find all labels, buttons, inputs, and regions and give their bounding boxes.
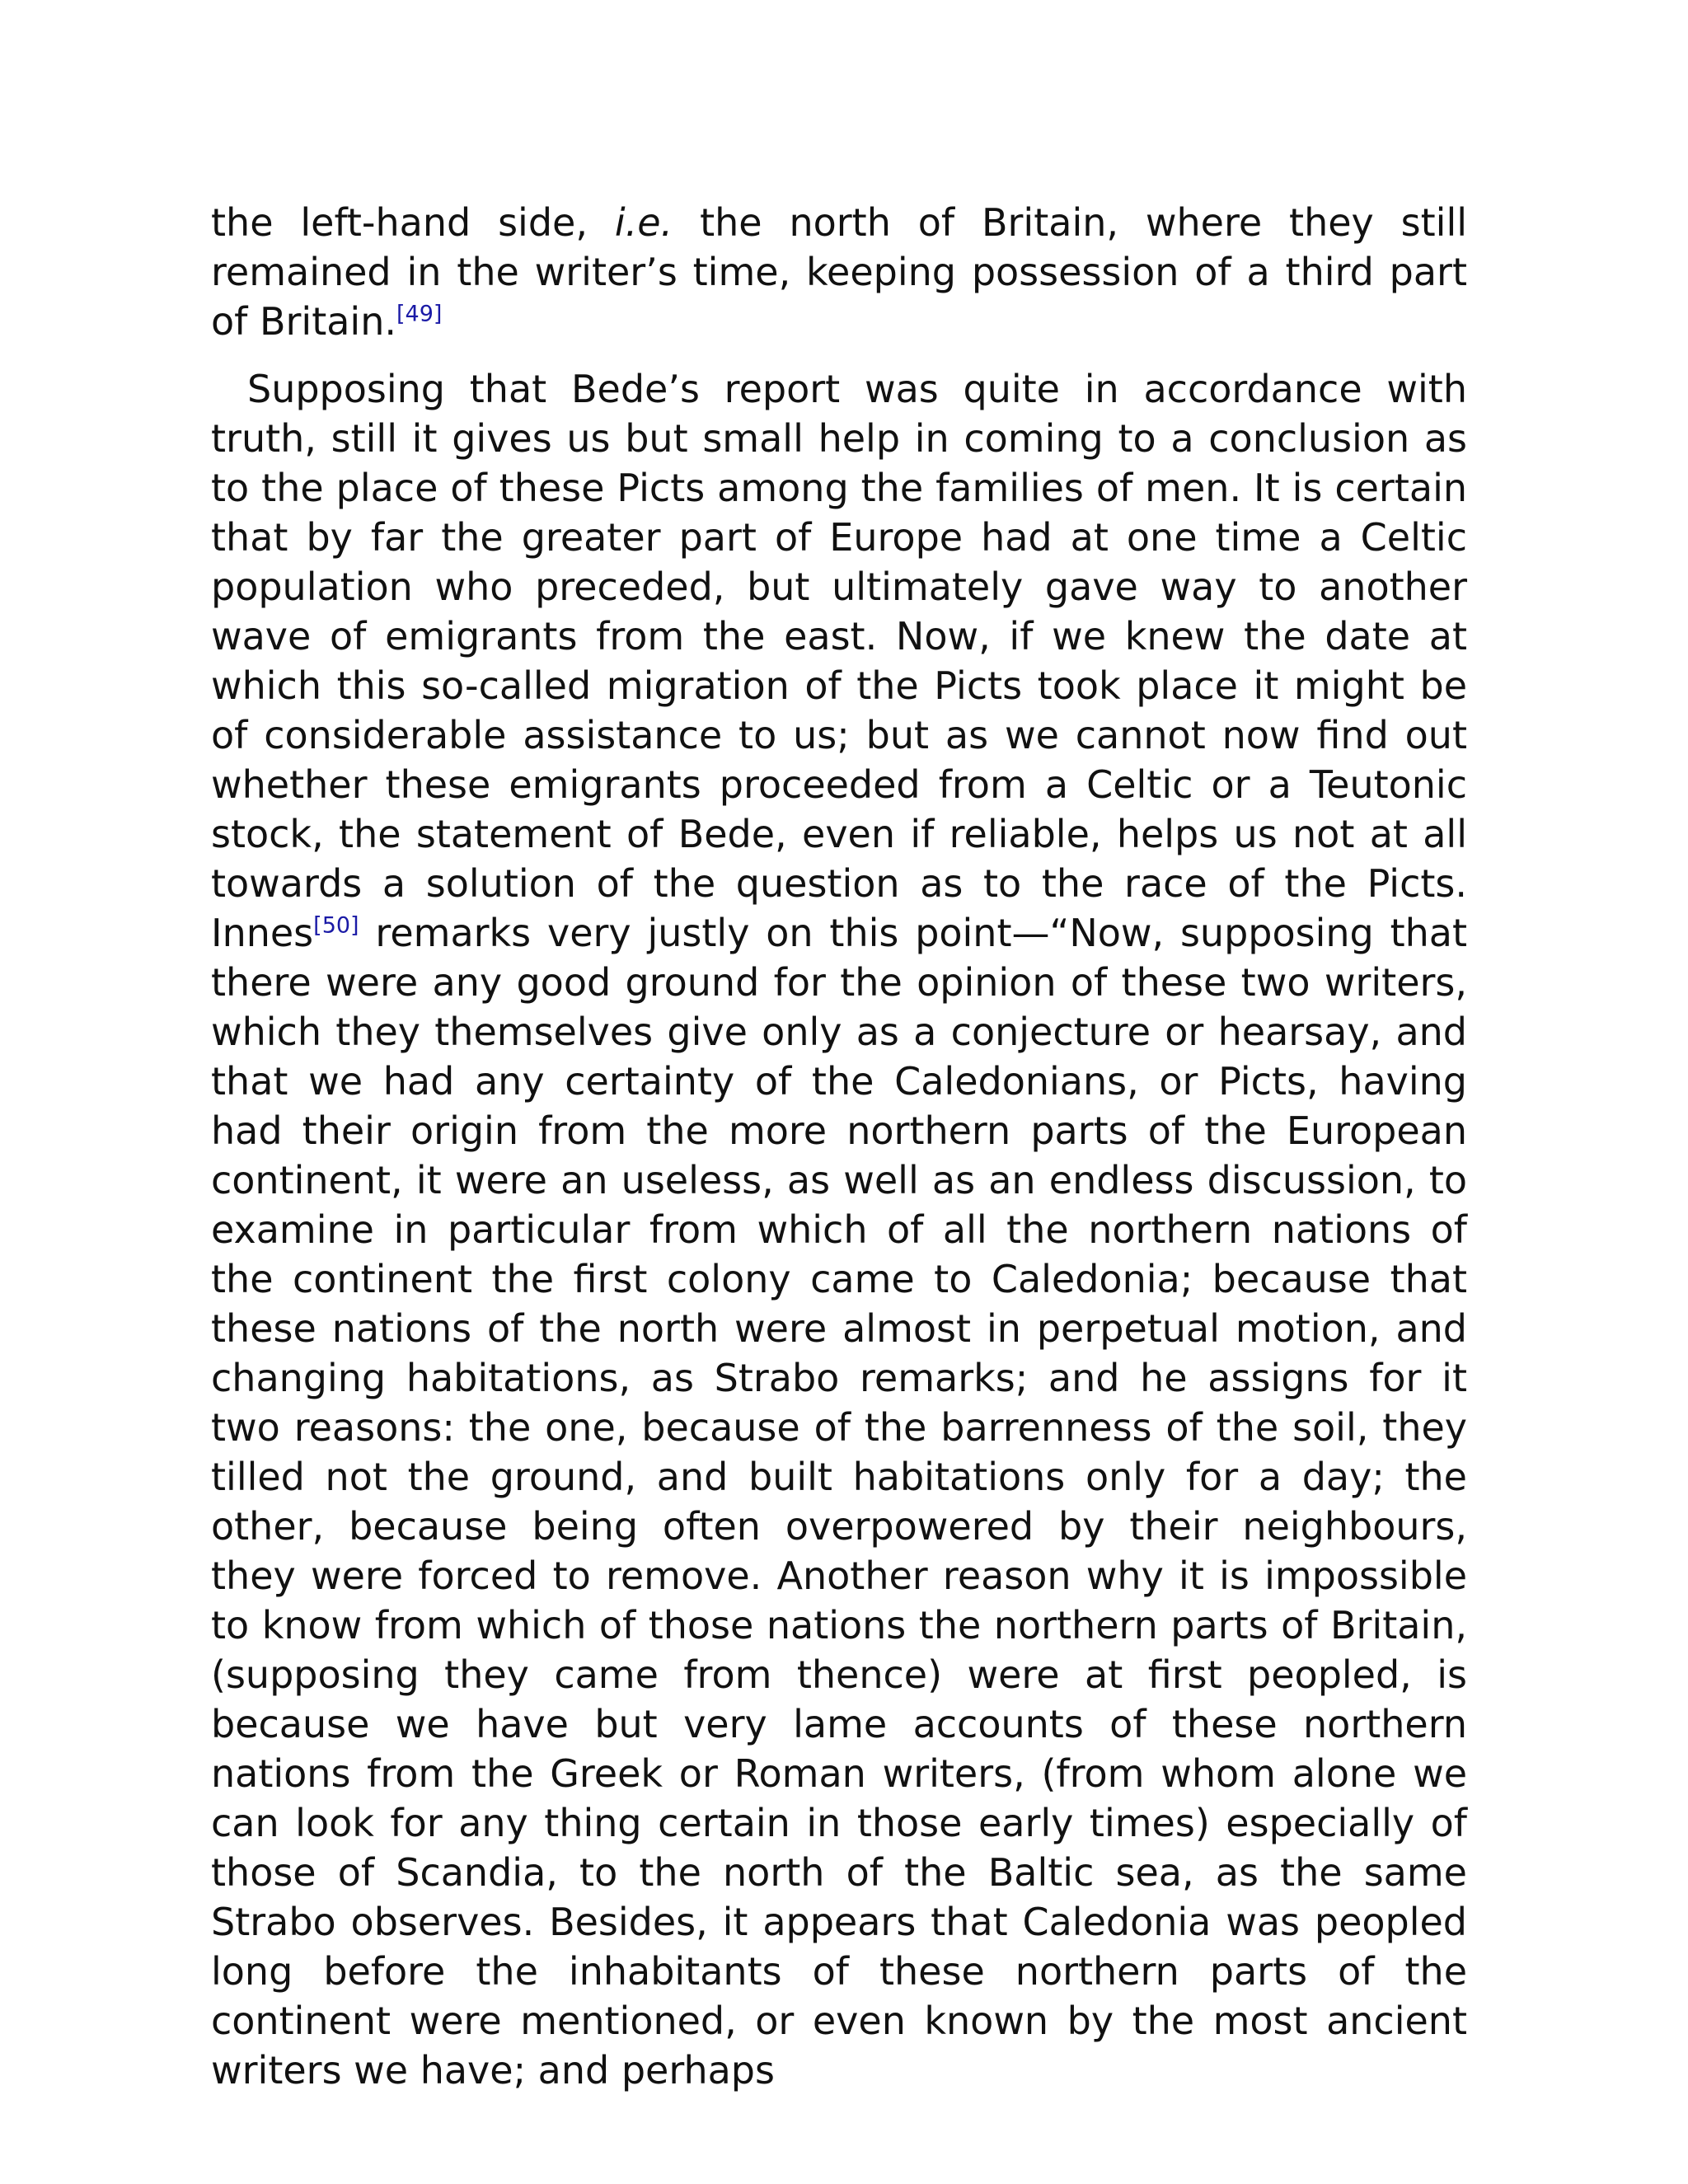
paragraph-1 [211, 198, 1467, 346]
page-content [211, 198, 1467, 2095]
paragraph-2-text-end: remarks very justly on this point—“Now, supposing that there were any good ground for the opinion of these two writers, which they themselves give only as a conjecture or hearsay, and that we had any certainty of the Caledonians, or Picts, having had their origin from the more northern parts of the European continent, it were an useless, as well as an endless discussion, to examine in particular from which of all the northern nations of the continent the first colony came to Caledonia; because that these nations of the north were almost in perpetual motion, and changing habitations, as Strabo remarks; and he assigns for it two reasons: the one, because of the barrenness of the soil, they tilled not the ground, and built habitations only for a day; the other, because being often overpowered by their neighbours, they were forced to remove. Another reason why it is impossible to know from which of those nations the northern parts of Britain, (supposing they came from thence) were at first peopled, is because we have but very lame accounts of these northern nations from the Greek or Roman writers, (from whom alone we can look for any thing certain in those early times) especially of those of Scandia, to the north of the Baltic sea, as the same Strabo observes. Besides, it appears that Caledonia was peopled long before the inhabitants of these northern parts of the continent were mentioned, or even known by the most ancient writers we have; and perhaps [211, 911, 1467, 2093]
paragraph-1-text-start: the left-hand side, [211, 200, 615, 245]
paragraph-2-text-start: Supposing that Bede’s report was quite in accordance with truth, still it gives us but small help in coming to a conclusion as to the place of these Picts among the families of men. It is certain that by far the greater part of Europe had at one time a Celtic population who preceded, but ultimately gave way to another wave of emigrants from the east. Now, if we knew the date at which this so-called migration of the Picts took place it might be of considerable assistance to us; but as we cannot now find out whether these emigrants proceeded from a Celtic or a Teutonic stock, the statement of Bede, even if reliable, helps us not at all towards a solution of the question as to the race of the Picts. Innes [211, 367, 1467, 955]
paragraph-2 [211, 364, 1467, 2095]
footnote-link-50[interactable]: [50] [313, 912, 359, 939]
footnote-link-49[interactable]: [49] [396, 301, 443, 327]
italic-ie: i.e. [614, 200, 673, 245]
paragraph-1-text-end: the north of Britain, where they still remained in the writer’s time, keeping possession of a third part of Britain. [211, 200, 1468, 344]
